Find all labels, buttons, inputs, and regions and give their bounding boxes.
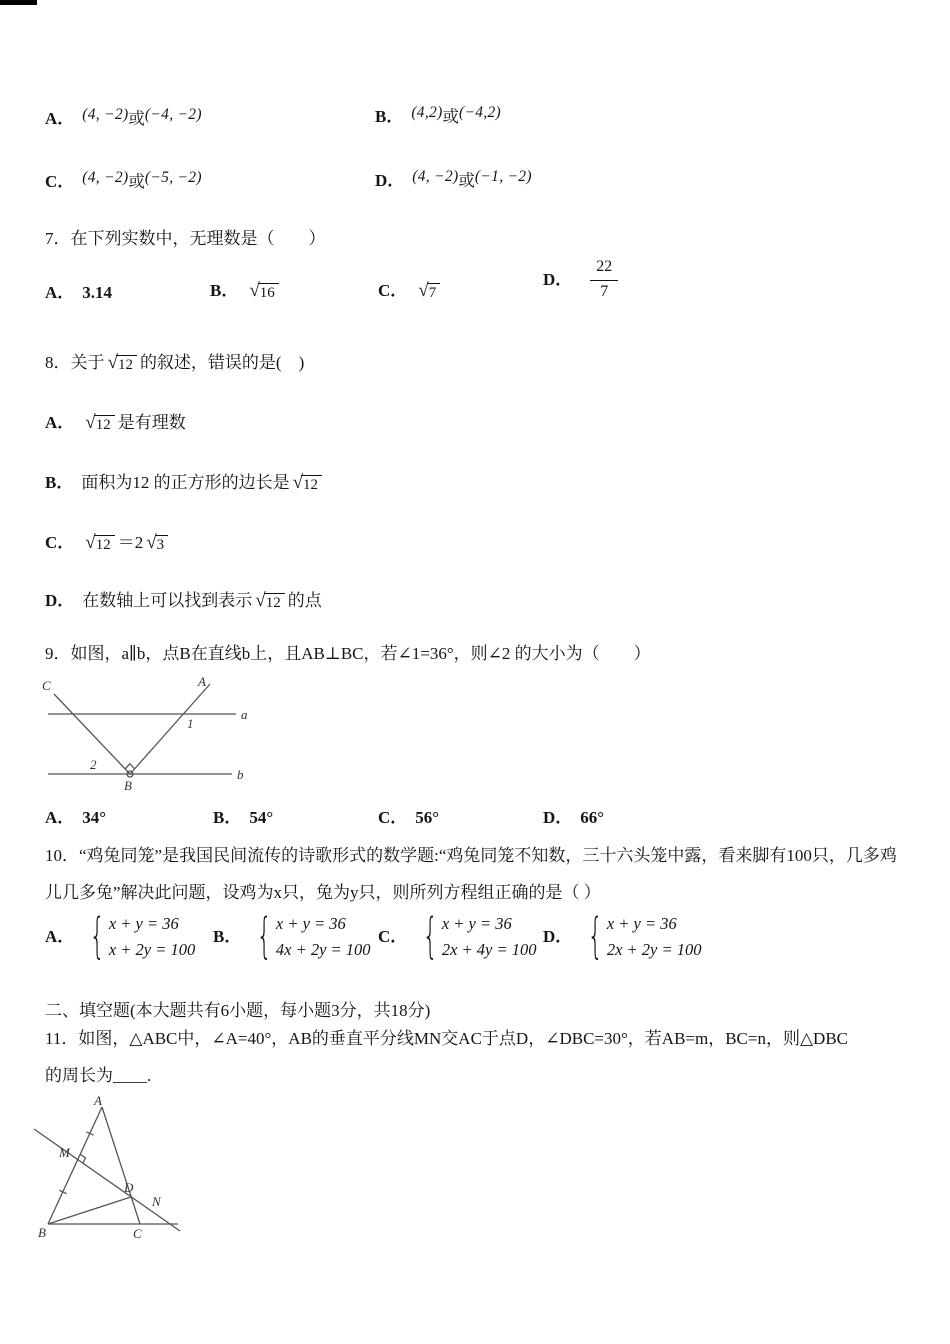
q10-option-d	[543, 907, 702, 964]
option-label: C．	[378, 281, 408, 300]
q6-option-d	[375, 168, 532, 194]
line-MN	[34, 1129, 180, 1231]
option-label: B．	[213, 808, 242, 827]
label-angle2: 2	[90, 757, 97, 772]
equation-2: 4x + 2y = 100	[275, 939, 371, 959]
sqrt-expression	[146, 533, 168, 555]
sqrt-expression	[293, 473, 322, 495]
q11-stem-line1: 11．如图，△ABC中，∠A=40°，AB的垂直平分线MN交AC于点D，∠DBC=30°，若AB=m，BC=n，则△DBC	[45, 1029, 849, 1048]
label-A: A	[198, 674, 206, 689]
radical-icon: √	[85, 532, 96, 553]
q10-option-c	[378, 907, 537, 964]
option-label: C．	[45, 533, 75, 552]
q9-geometry-figure	[40, 674, 255, 796]
brace-icon: {	[422, 907, 439, 964]
q7-stem: 7．在下列实数中，无理数是（ ）	[45, 229, 326, 248]
label-line-a: a	[241, 707, 248, 722]
label-B: B	[124, 778, 132, 793]
option-label: B．	[213, 926, 242, 946]
label-B: B	[38, 1225, 46, 1240]
option-label: B．	[210, 281, 239, 300]
option-value: 3.14	[82, 283, 113, 302]
radicand: 12	[116, 355, 137, 375]
fraction-denominator: 7	[600, 282, 609, 300]
figure-labels	[38, 1093, 162, 1241]
option-label: C．	[378, 926, 408, 946]
section2-header: 二、填空题(本大题共有6小题，每小题3分，共18分)	[45, 1001, 431, 1020]
brace-icon: {	[587, 907, 604, 964]
radicand: 16	[258, 283, 279, 303]
figure-lines	[34, 1107, 180, 1231]
q9-option-d	[543, 805, 604, 831]
q6-option-c	[45, 169, 202, 195]
equation-system	[82, 907, 196, 964]
label-C: C	[133, 1226, 142, 1241]
label-A: A	[94, 1093, 102, 1108]
sqrt-expression	[418, 281, 440, 303]
radical-icon: √	[255, 590, 266, 611]
radical-icon: √	[418, 280, 429, 301]
q9-option-b	[213, 805, 273, 831]
q8-stem	[45, 350, 304, 376]
q8-option-d	[45, 588, 322, 614]
radical-icon: √	[292, 472, 304, 493]
q10-option-a	[45, 907, 196, 964]
equation-1: x + y = 36	[441, 914, 512, 933]
label-angle1: 1	[187, 716, 194, 731]
q9-option-c	[378, 805, 439, 831]
radicand: 3	[155, 535, 169, 555]
radicand: 7	[427, 283, 441, 303]
q10-stem-line1: 10．“鸡兔同笼”是我国民间流传的诗歌形式的数学题:“鸡兔同笼不知数，三十六头笼中露，看来脚有100只，几多鸡	[45, 846, 897, 865]
q11-geometry-figure	[30, 1094, 230, 1246]
radical-icon: √	[146, 532, 157, 553]
sqrt-expression	[108, 353, 137, 375]
radicand: 12	[264, 593, 285, 613]
option-label: B．	[375, 107, 404, 126]
sqrt-expression	[85, 413, 114, 435]
or-text: 或	[442, 107, 460, 126]
equations	[276, 911, 371, 962]
equations	[607, 911, 702, 962]
label-M: M	[59, 1145, 70, 1160]
q8-option-b	[45, 470, 325, 496]
equation-system	[249, 907, 371, 964]
q10-option-b	[213, 907, 371, 964]
q8-stem-suffix: 的叙述，错误的是( )	[139, 353, 305, 372]
coordinate-pair: (−4, −2)	[144, 106, 202, 123]
radical-icon: √	[85, 412, 96, 433]
radical-icon: √	[249, 280, 260, 301]
equation-system	[415, 907, 537, 964]
q11-stem-line2: 的周长为____.	[45, 1066, 152, 1085]
or-text: 或	[458, 171, 475, 190]
fraction	[590, 257, 618, 303]
coordinate-pair: (4, −2)	[412, 168, 459, 185]
figure-lines	[48, 684, 236, 777]
label-line-b: b	[237, 767, 244, 782]
radical-icon: √	[107, 352, 118, 373]
q7-option-b	[210, 278, 282, 304]
equation-system	[580, 907, 702, 964]
option-label: B．	[45, 473, 74, 492]
option-label: C．	[378, 808, 408, 827]
q9-option-a	[45, 805, 106, 831]
q8-stem-prefix: 8．关于	[45, 353, 105, 372]
fraction-numerator: 22	[590, 257, 618, 281]
option-text-tail: 的点	[287, 591, 322, 610]
segment-BD	[48, 1197, 131, 1224]
option-value: 54°	[249, 808, 274, 827]
q9-stem: 9．如图，a∥b，点B在直线b上，且AB⊥BC，若∠1=36°，则∠2 的大小为（ ）	[45, 644, 651, 663]
equation-1: x + y = 36	[606, 914, 677, 933]
scan-artifact-mark	[0, 0, 37, 5]
option-label: D．	[45, 591, 75, 610]
q6-option-b	[375, 104, 501, 130]
equation-2: x + 2y = 100	[108, 939, 196, 959]
side-AB	[48, 1107, 102, 1224]
option-label: D．	[375, 171, 405, 190]
coordinate-pair: (4, −2)	[82, 106, 129, 123]
sqrt-expression	[85, 533, 114, 555]
option-label: A．	[45, 926, 75, 946]
brace-icon: {	[256, 907, 273, 964]
segment-AB	[130, 684, 210, 774]
option-text: 面积为12 的正方形的边长是	[81, 473, 290, 492]
or-text: 或	[128, 109, 145, 128]
option-text: 是有理数	[117, 413, 186, 432]
option-label: D．	[543, 926, 573, 946]
option-value: 56°	[415, 808, 440, 827]
equations	[109, 911, 195, 962]
label-N: N	[152, 1194, 161, 1209]
coordinate-pair: (−1, −2)	[474, 168, 532, 185]
label-D: D	[124, 1180, 134, 1195]
equals-two-text: ＝2	[117, 533, 144, 552]
q7-option-a	[45, 280, 112, 306]
coordinate-pair: (4, −2)	[82, 169, 129, 186]
q6-option-a	[45, 106, 202, 132]
option-value: 34°	[82, 808, 107, 827]
q7-option-c	[378, 278, 443, 304]
option-label: A．	[45, 808, 75, 827]
equation-2: 2x + 2y = 100	[606, 939, 702, 959]
equation-1: x + y = 36	[275, 914, 346, 933]
coordinate-pair: (−4,2)	[459, 104, 502, 121]
equations	[442, 911, 537, 962]
option-label: C．	[45, 172, 75, 191]
option-label: A．	[45, 109, 75, 128]
radicand: 12	[94, 415, 115, 435]
right-angle-mark	[125, 764, 134, 769]
figure-labels	[42, 674, 248, 793]
q10-stem-line2: 儿几多兔”解决此问题，设鸡为x只，兔为y只，则所列方程组正确的是（ ）	[45, 883, 601, 902]
option-label: D．	[543, 808, 573, 827]
or-text: 或	[128, 172, 145, 191]
label-C: C	[42, 678, 51, 693]
q8-option-c	[45, 530, 171, 556]
coordinate-pair: (−5, −2)	[144, 169, 202, 186]
option-label: A．	[45, 413, 75, 432]
q8-option-a	[45, 410, 186, 436]
coordinate-pair: (4,2)	[411, 104, 443, 121]
equation-1: x + y = 36	[108, 914, 179, 933]
option-label: A．	[45, 283, 75, 302]
radicand: 12	[94, 535, 115, 555]
option-label: D．	[543, 270, 573, 290]
equation-2: 2x + 4y = 100	[441, 939, 537, 959]
option-value: 66°	[580, 808, 605, 827]
brace-icon: {	[89, 907, 106, 964]
sqrt-expression	[249, 281, 278, 303]
sqrt-expression	[255, 591, 284, 613]
option-text: 在数轴上可以找到表示	[82, 591, 253, 610]
radicand: 12	[301, 475, 322, 495]
q7-option-d	[543, 257, 618, 303]
side-AC	[102, 1107, 140, 1224]
